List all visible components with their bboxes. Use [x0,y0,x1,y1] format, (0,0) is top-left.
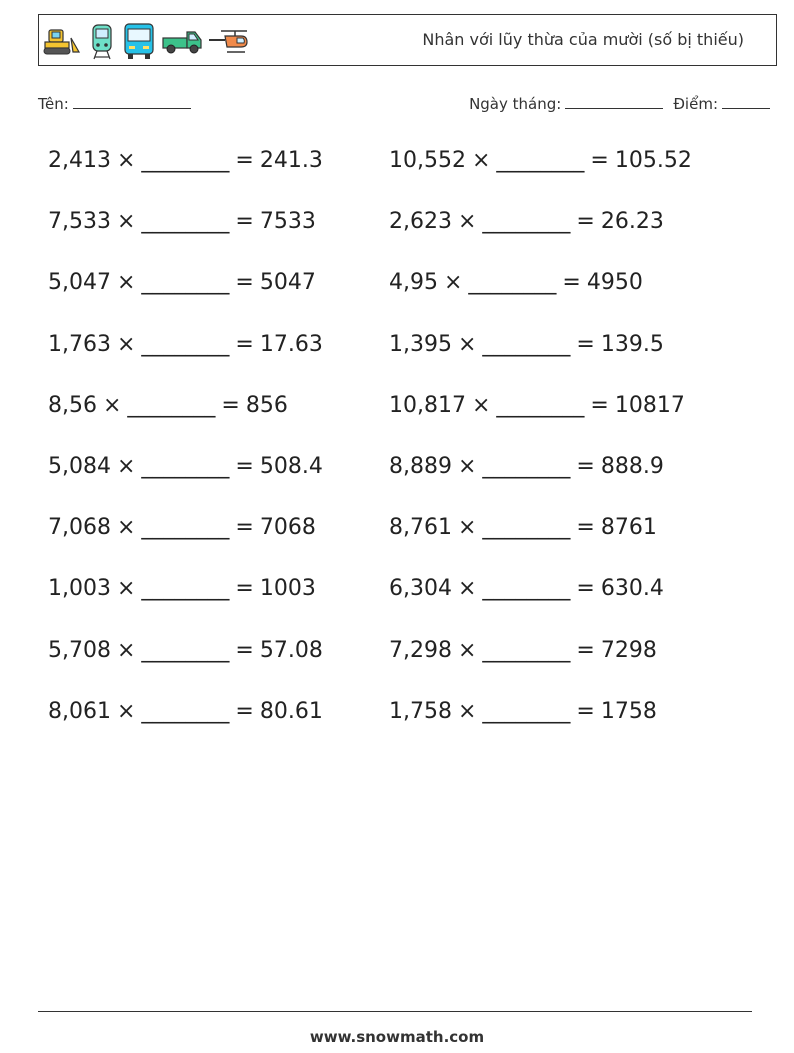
problem-result: 7533 [259,209,316,235]
equals-sign: = [576,209,595,235]
score-blank[interactable] [722,94,770,109]
date-label: Ngày tháng: [469,95,562,113]
problem-item [389,270,643,295]
equals-sign: = [562,270,581,296]
answer-blank[interactable]: ________ [127,392,216,418]
problem-number: 6,304 [389,576,452,602]
problem-number: 10,817 [389,392,466,418]
footer-divider [38,1011,752,1012]
problem-item [48,209,316,234]
problem-item [389,332,664,357]
problem-item [389,148,692,173]
pickup-truck-icon [161,26,203,56]
times-sign: × [457,698,477,724]
problem-number: 2,413 [48,148,111,173]
times-sign: × [471,148,491,173]
problem-item [389,454,664,479]
answer-blank[interactable]: ________ [482,209,571,235]
answer-blank[interactable]: ________ [141,637,230,663]
equals-sign: = [235,515,254,541]
problem-result: 10817 [614,392,685,418]
problem-result: 5047 [259,270,316,296]
times-sign: × [116,576,136,602]
answer-blank[interactable]: ________ [482,576,571,602]
times-sign: × [116,148,136,173]
equals-sign: = [576,576,595,602]
problem-item [48,454,323,479]
problem-item [389,209,664,234]
equals-sign: = [576,515,595,541]
problem-item [389,638,657,663]
problem-item [389,393,685,418]
times-sign: × [116,637,136,663]
problem-number: 5,084 [48,454,111,479]
answer-blank[interactable]: ________ [141,209,230,235]
problem-result: 4950 [586,270,643,296]
answer-blank[interactable]: ________ [496,392,585,418]
problem-result: 105.52 [614,148,692,173]
problem-result: 7298 [600,637,657,663]
problem-number: 8,889 [389,454,452,479]
times-sign: × [116,331,136,357]
equals-sign: = [576,698,595,724]
times-sign: × [457,331,477,357]
times-sign: × [457,209,477,235]
problem-result: 630.4 [600,576,664,602]
times-sign: × [116,270,136,296]
answer-blank[interactable]: ________ [141,698,230,724]
problem-result: 7068 [259,515,316,541]
bus-icon [121,21,157,61]
problem-number: 4,95 [389,270,438,296]
date-field [469,94,663,113]
problem-item [48,576,316,601]
problem-result: 8761 [600,515,657,541]
tram-icon [87,21,117,61]
times-sign: × [471,392,491,418]
times-sign: × [457,576,477,602]
problem-result: 57.08 [259,637,323,663]
name-blank[interactable] [73,94,191,109]
problem-number: 7,533 [48,209,111,235]
date-score-fields [469,94,770,113]
answer-blank[interactable]: ________ [482,637,571,663]
problem-item [389,515,657,540]
date-blank[interactable] [565,94,663,109]
problem-number: 1,758 [389,698,452,724]
problem-number: 5,047 [48,270,111,296]
problem-item [48,638,323,663]
equals-sign: = [235,331,254,357]
problem-number: 10,552 [389,148,466,173]
equals-sign: = [235,454,254,479]
equals-sign: = [235,576,254,602]
worksheet-title: Nhân với lũy thừa của mười (số bị thiếu) [422,30,744,49]
problem-item [48,332,323,357]
footer-website: www.snowmath.com [309,1028,485,1046]
problem-number: 8,761 [389,515,452,541]
times-sign: × [457,637,477,663]
name-label: Tên: [38,95,69,113]
problem-number: 1,763 [48,331,111,357]
name-field [38,94,191,113]
problem-item [48,515,316,540]
helicopter-icon [207,26,251,56]
problem-number: 7,298 [389,637,452,663]
answer-blank[interactable]: ________ [482,698,571,724]
problem-number: 8,56 [48,392,97,418]
equals-sign: = [235,270,254,296]
equals-sign: = [235,209,254,235]
answer-blank[interactable]: ________ [482,515,571,541]
answer-blank[interactable]: ________ [141,148,230,173]
equals-sign: = [576,454,595,479]
problem-item [48,270,316,295]
times-sign: × [116,209,136,235]
vehicle-icons [43,21,251,61]
problem-result: 888.9 [600,454,664,479]
times-sign: × [116,515,136,541]
problem-item [389,699,657,724]
times-sign: × [116,454,136,479]
problem-result: 508.4 [259,454,323,479]
problem-item [389,576,664,601]
equals-sign: = [235,698,254,724]
problem-number: 7,068 [48,515,111,541]
times-sign: × [116,698,136,724]
problem-result: 856 [245,392,288,418]
problem-result: 1758 [600,698,657,724]
answer-blank[interactable]: ________ [482,331,571,357]
problem-result: 80.61 [259,698,323,724]
equals-sign: = [235,148,254,173]
answer-blank[interactable]: ________ [468,270,557,296]
answer-blank[interactable]: ________ [141,576,230,602]
problem-result: 1003 [259,576,316,602]
equals-sign: = [235,637,254,663]
problem-number: 8,061 [48,698,111,724]
score-label: Điểm: [673,95,718,113]
problem-item [48,393,288,418]
bulldozer-icon [43,26,83,56]
problem-result: 26.23 [600,209,664,235]
problem-result: 241.3 [259,148,323,173]
answer-blank[interactable]: ________ [141,331,230,357]
answer-blank[interactable]: ________ [141,454,230,479]
problem-item [48,699,323,724]
problem-item [48,148,323,173]
equals-sign: = [576,331,595,357]
score-field [673,94,770,113]
problem-result: 139.5 [600,331,664,357]
answer-blank[interactable]: ________ [482,454,571,479]
problem-result: 17.63 [259,331,323,357]
worksheet-header [38,14,777,66]
problem-number: 1,003 [48,576,111,602]
equals-sign: = [590,148,609,173]
times-sign: × [443,270,463,296]
times-sign: × [102,392,122,418]
times-sign: × [457,515,477,541]
answer-blank[interactable]: ________ [496,148,585,173]
problem-number: 5,708 [48,637,111,663]
equals-sign: = [590,392,609,418]
problem-number: 1,395 [389,331,452,357]
answer-blank[interactable]: ________ [141,515,230,541]
answer-blank[interactable]: ________ [141,270,230,296]
equals-sign: = [221,392,240,418]
problem-number: 2,623 [389,209,452,235]
times-sign: × [457,454,477,479]
equals-sign: = [576,637,595,663]
